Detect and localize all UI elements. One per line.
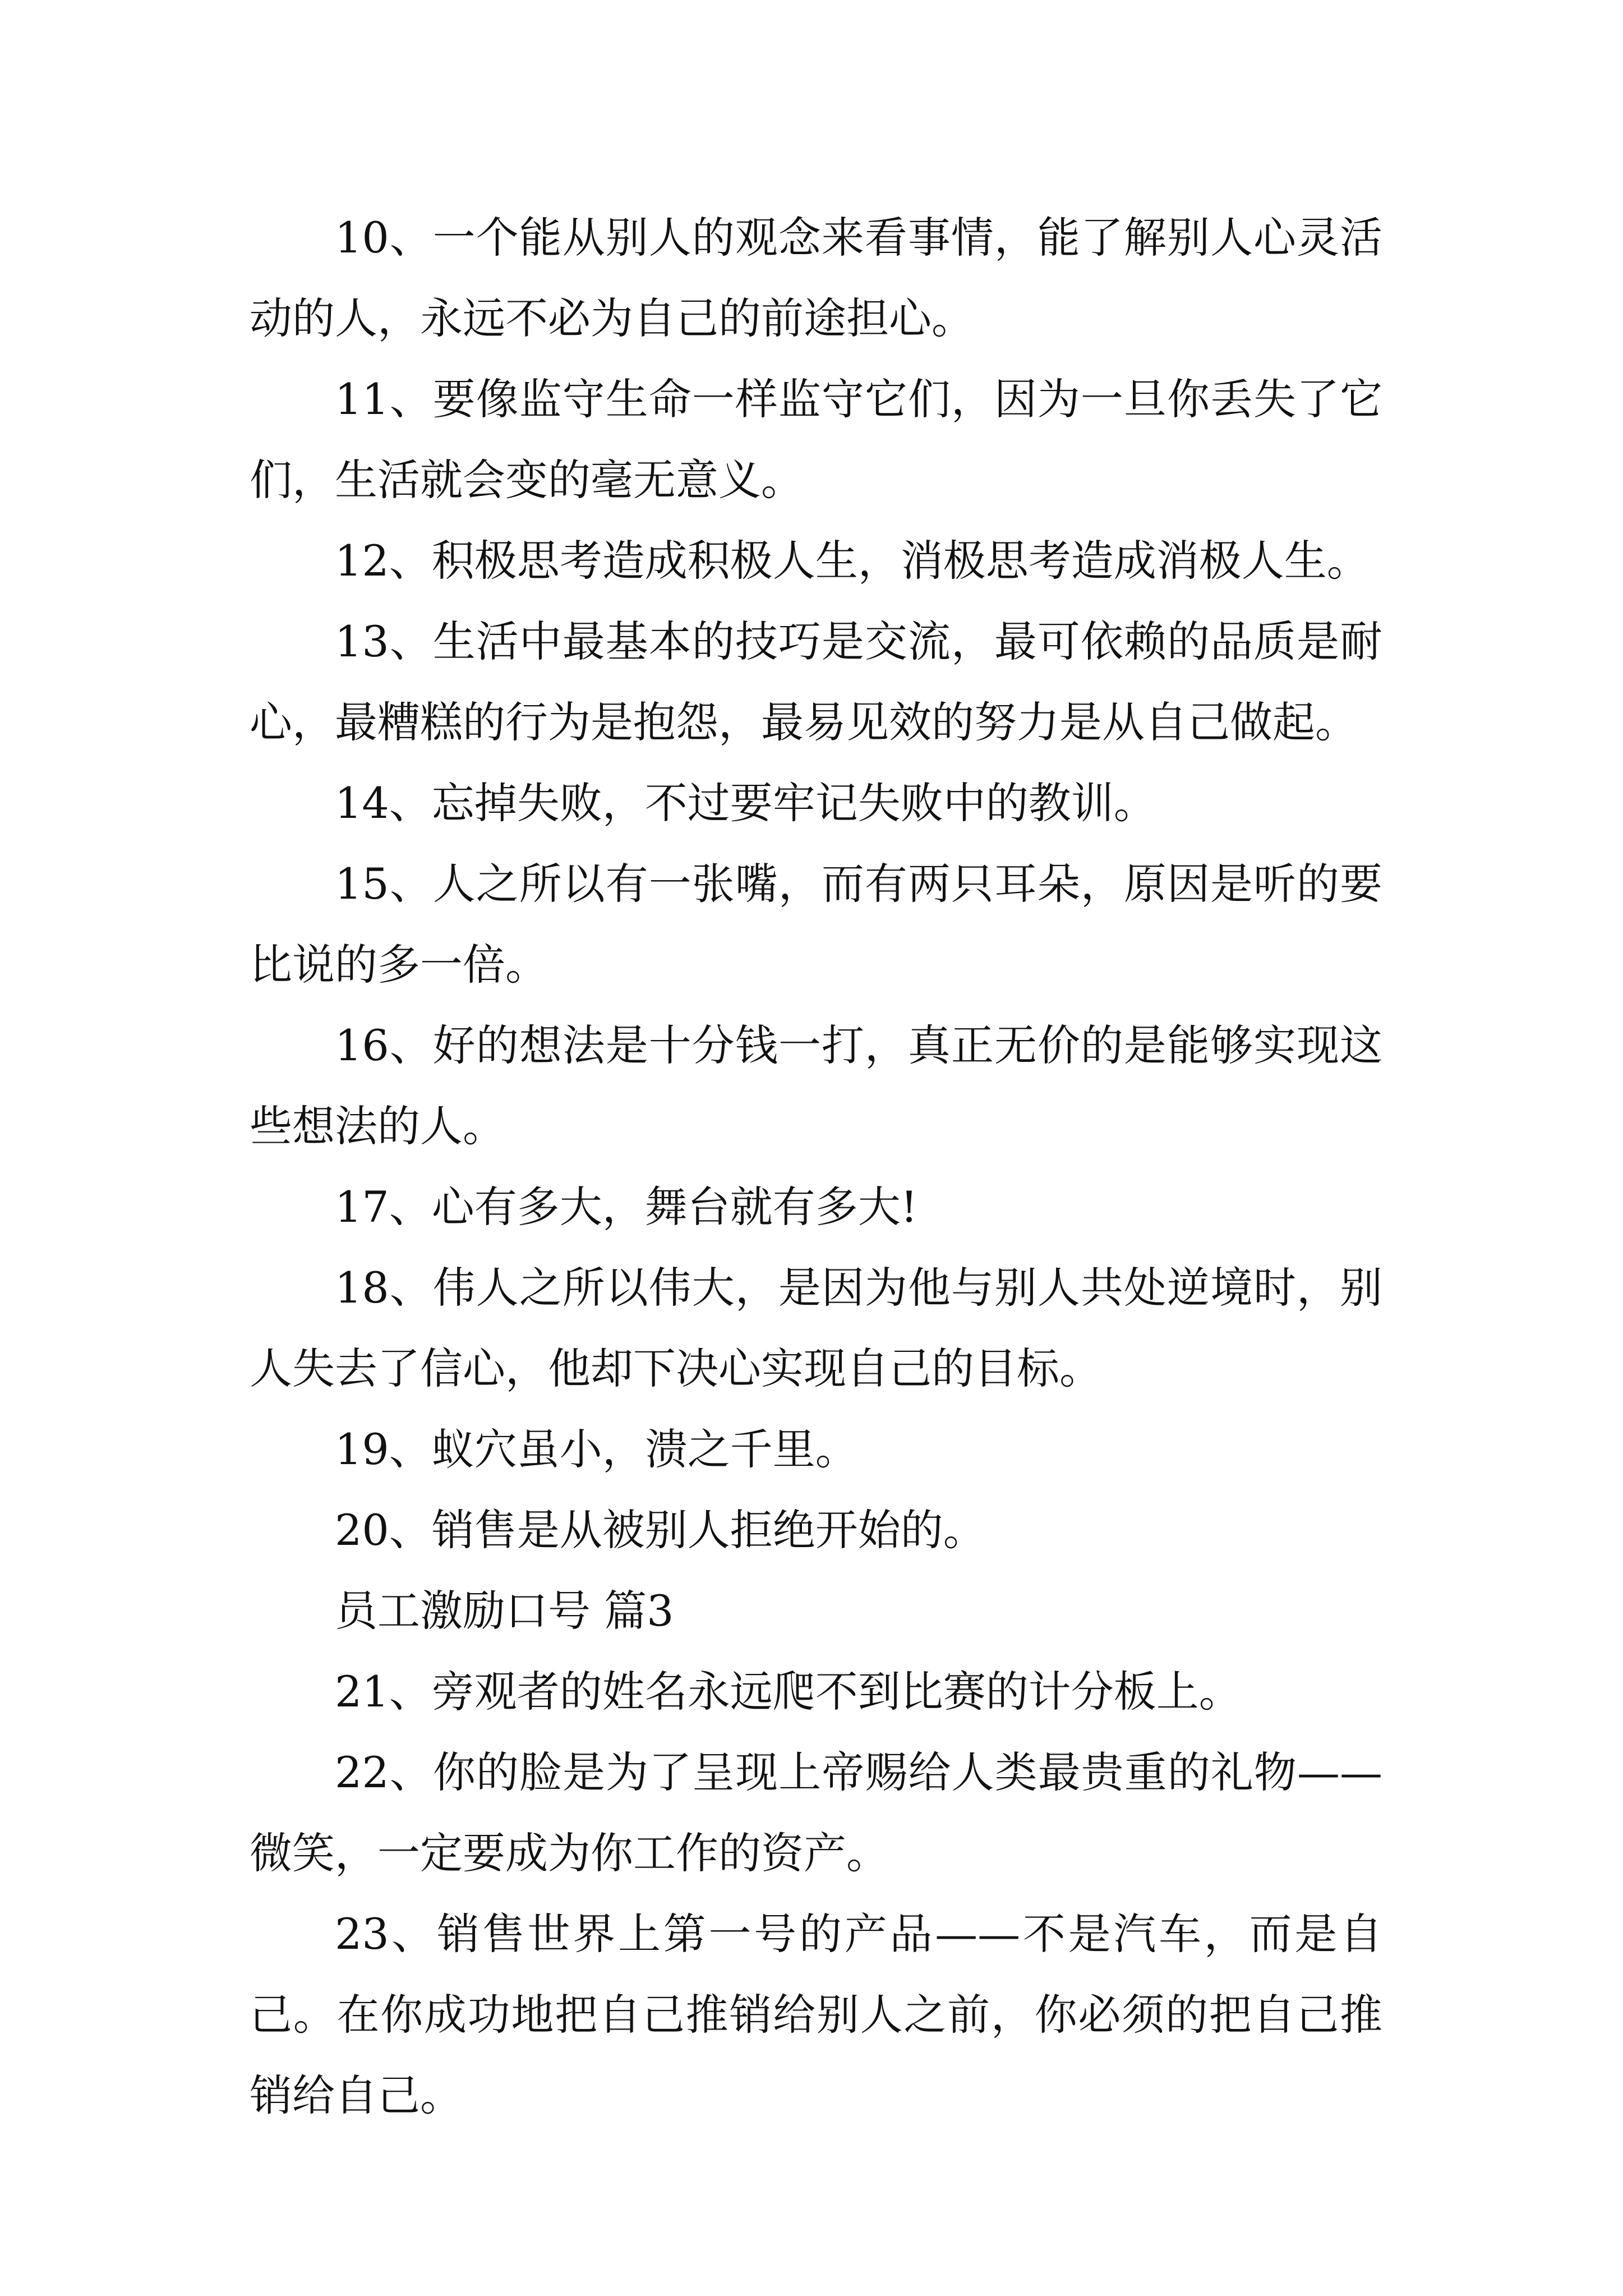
paragraph-12: 12、积极思考造成积极人生，消极思考造成消极人生。 — [335, 536, 1370, 586]
section-heading: 员工激励口号 篇3 — [335, 1586, 674, 1636]
paragraph-19: 19、蚁穴虽小，溃之千里。 — [335, 1424, 858, 1474]
paragraph-22: 22、你的脸是为了呈现上帝赐给人类最贵重的礼物——微笑，一定要成为你工作的资产。 — [250, 1747, 1382, 1878]
paragraph-10: 10、一个能从别人的观念来看事情，能了解别人心灵活动的人，永远不必为自己的前途担心。 — [250, 213, 1382, 343]
paragraph-20: 20、销售是从被别人拒绝开始的。 — [335, 1505, 986, 1555]
paragraph-17: 17、心有多大，舞台就有多大! — [335, 1182, 918, 1232]
paragraph-14: 14、忘掉失败，不过要牢记失败中的教训。 — [335, 778, 1156, 828]
paragraph-15: 15、人之所以有一张嘴，而有两只耳朵，原因是听的要比说的多一倍。 — [250, 859, 1382, 990]
paragraph-13: 13、生活中最基本的技巧是交流，最可依赖的品质是耐心，最糟糕的行为是抱怨，最易见效的努力是从自己做起。 — [250, 616, 1382, 747]
paragraph-11: 11、要像监守生命一样监守它们，因为一旦你丢失了它们，生活就会变的毫无意义。 — [250, 374, 1382, 505]
document-body — [250, 197, 1382, 2136]
paragraph-23: 23、销售世界上第一号的产品——不是汽车，而是自己。在你成功地把自己推销给别人之前，你必须的把自己推销给自己。 — [250, 1909, 1382, 2120]
paragraph-18: 18、伟人之所以伟大，是因为他与别人共处逆境时，别人失去了信心，他却下决心实现自己的目标。 — [250, 1263, 1382, 1393]
paragraph-16: 16、好的想法是十分钱一打，真正无价的是能够实现这些想法的人。 — [250, 1020, 1382, 1151]
paragraph-21: 21、旁观者的姓名永远爬不到比赛的计分板上。 — [335, 1667, 1242, 1717]
